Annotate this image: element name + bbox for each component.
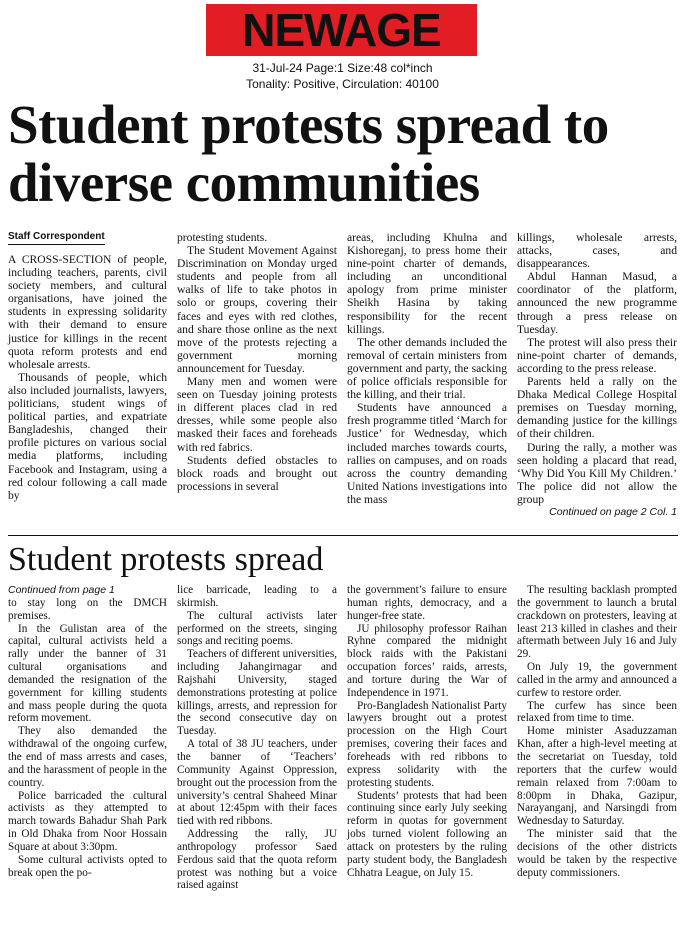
section-divider [8,535,678,536]
paragraph: lice barricade, leading to a skirmish. [177,584,337,609]
article-column-1 [8,253,167,502]
paragraph: They also demanded the withdrawal of the ongoing curfew, the end of mass arrests and cases, and the harassment of people in the country. [8,725,167,789]
paragraph: The curfew has since been relaxed from time to time. [517,699,677,725]
paragraph: Police barricaded the cultural activists as they attempted to march towards Bahadur Shah Park in Old Dhaka from Noor Hossain Square at about 3:30pm. [8,789,167,853]
paragraph: On July 19, the government called in the army and announced a curfew to restore order. [517,661,677,699]
paragraph: Students’ protests that had been continuing since early July seeking reform in quotas for government jobs turned violent following an attack on protesters by the ruling party student body, the Bangladesh Chhatra League, on July 15. [347,789,507,879]
paragraph: Thousands of people, which also included journalists, lawyers, politicians, student wings of political parties, and expatriate Bangladeshis, changed their profile pictures on various social media platforms, including Facebook and Instagram, using a red colour following a call made by [8,370,167,502]
paragraph: Teachers of different universities, including Jahangirnagar and Rajshahi University, staged demonstrations protesting at police killings, arrests, and repression for the second consecutive day on Tuesday. [177,648,337,738]
article-column-2 [177,231,337,493]
paragraph: The cultural activists later performed on the streets, singing songs and reciting poems. [177,609,337,648]
continued-from-note: Continued from page 1 [8,584,115,596]
main-headline: Student protests spread to diverse communities [8,94,609,213]
paragraph: Many men and women were seen on Tuesday joining protests in different places clad in red dresses, while some people also masked their faces and foreheads with red fabrics. [177,375,337,454]
paragraph: killings, wholesale arrests, attacks, cases, and disappearances. [517,231,677,271]
paragraph: The Student Movement Against Discrimination on Monday urged students and people from all walks of life to take photos in solo or groups, covering their faces and eyes with red clothes, and share those online as the next move of the protests rejecting a government morning announcement for Tuesday. [177,244,337,375]
byline: Staff Correspondent [8,231,105,245]
masthead-logo [206,4,477,56]
article-column-4 [517,231,677,519]
paragraph: Abdul Hannan Masud, a coordinator of the platform, announced the new programme through a press release on Tuesday. [517,270,677,336]
paragraph: A CROSS-SECTION of people, including teachers, parents, civil society members, and cultural organisations, have joined the students in expressing solidarity with their demand to ensure justice for killings in the recent quota reform protests and end wholesale arrests. [8,253,167,371]
paragraph: During the rally, a mother was seen holding a placard that read, ‘Why Did You Kill My Children.’ The police did not allow the group [517,440,677,506]
paragraph: the government’s failure to ensure human rights, democracy, and a hunger-free state. [347,584,507,622]
paragraph: to stay long on the DMCH premises. [8,596,167,622]
continuation-column-4 [517,584,677,879]
paragraph: Some cultural activists opted to break open the po- [8,853,167,879]
paragraph: The other demands included the removal of certain ministers from government and party, the sacking of police officials responsible for the killing, and their trial. [347,335,507,402]
paragraph: Addressing the rally, JU anthropology professor Saed Ferdous said that the quota reform protest was nothing but a voice raised against [177,828,337,892]
paragraph: The minister said that the decisions of the other districts would be taken by the respective deputy commissioners. [517,828,677,879]
continuation-column-2 [177,584,337,892]
continuation-column-3 [347,584,507,879]
paragraph: Parents held a rally on the Dhaka Medical College Hospital premises on Tuesday morning, demanding justice for the killings of their children. [517,375,677,441]
paragraph: Pro-Bangladesh Nationalist Party lawyers brought out a protest procession on the High Court premises, covering their faces and foreheads with red ribbons to express solidarity with the protesting students. [347,699,507,789]
paragraph: A total of 38 JU teachers, under the banner of ‘Teachers’ Community Against Oppression, brought out the procession from the university’s central Shaheed Minar at about 12:45pm with their faces tied with red ribbons. [177,738,338,828]
paragraph: protesting students. [177,231,268,244]
paragraph: Students defied obstacles to block roads and brought out processions in several [177,453,337,493]
article-column-3 [347,231,507,506]
masthead-text: NEWAGE [242,4,441,56]
paragraph: The protest will also press their nine-point charter of demands, according to the press release. [517,335,677,375]
paragraph: Home minister Asaduzzaman Khan, after a high-level meeting at the secretariat on Tuesday, told reporters that the curfew would remain relaxed from 7:00am to 8:00pm in Dhaka, Gazipur, Narayanganj, and Narsingdi from Wednesday to Saturday. [517,725,677,828]
paragraph: Students have announced a fresh programme titled ‘March for Justice’ for Wednesday, which included marches towards courts, rallies on campuses, and on roads across the country demanding United Nations investigations into the mass [347,401,507,506]
continuation-headline: Student protests spread [8,541,324,578]
paragraph: The resulting backlash prompted the government to launch a brutal crackdown on protesters, leaving at least 213 killed in clashes and their aftermath between July 16 and July 29. [517,584,677,661]
continued-on-note: Continued on page 2 Col. 1 [549,505,677,518]
paragraph: JU philosophy professor Raihan Ryhne compared the midnight block raids with the Pakistani occupation forces’ raids, arrests, and torture during the War of Independence in 1971. [347,622,507,699]
paragraph: areas, including Khulna and Kishoreganj, to press home their nine-point charter of demands, including an unconditional apology from prime minister Sheikh Hasina by taking responsibility for the recent killings. [347,231,507,336]
clipping-meta-date-size: 31-Jul-24 Page:1 Size:48 col*inch [252,61,433,75]
paragraph: In the Gulistan area of the capital, cultural activists held a rally under the banner of 31 cultural organisations and demanded the resignation of the government for killing students and mass people during the quota reform movement. [8,622,167,725]
clipping-meta-tonality: Tonality: Positive, Circulation: 40100 [246,77,439,91]
continuation-column-1 [8,584,167,879]
